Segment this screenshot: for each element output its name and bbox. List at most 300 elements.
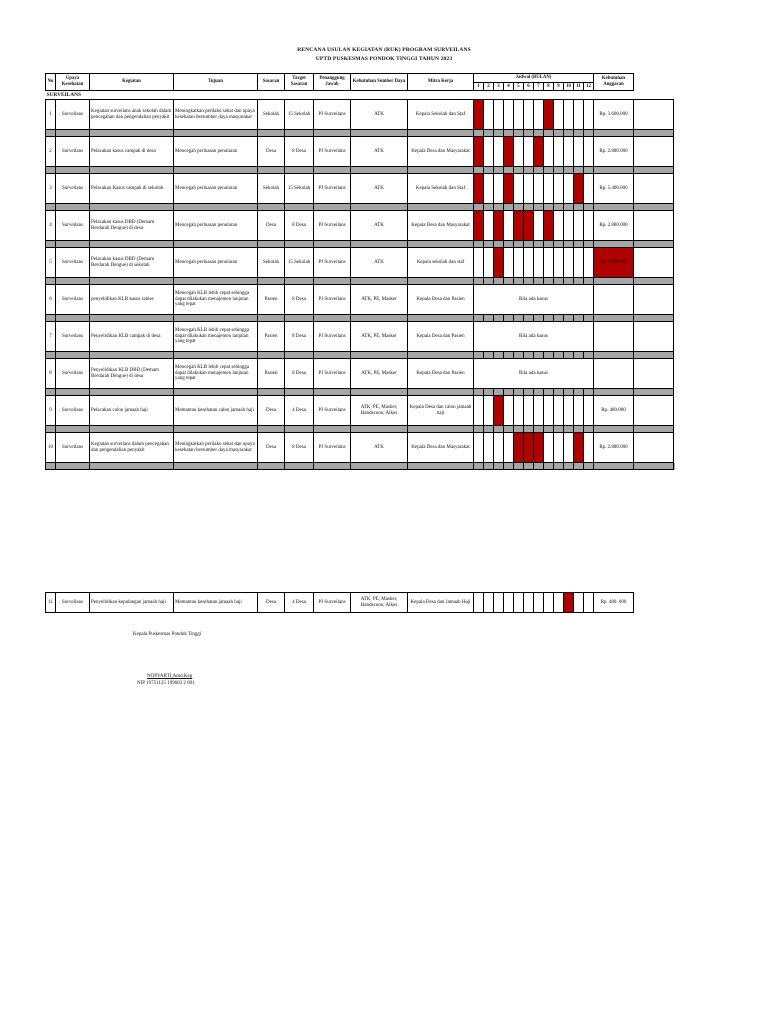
row-mitra-kerja: Kepala sekolah dan staf	[408, 248, 474, 278]
month-cell-1	[474, 593, 484, 613]
separator-cell	[174, 241, 258, 248]
separator-cell	[90, 278, 174, 285]
month-cell-10	[564, 211, 574, 241]
separator-cell	[408, 167, 474, 174]
month-cell-12	[584, 100, 594, 130]
month-header-9: 9	[554, 83, 564, 91]
month-cell-10	[564, 248, 574, 278]
separator-cell	[564, 278, 574, 285]
separator-cell	[484, 241, 494, 248]
month-cell-1	[474, 100, 484, 130]
row-kegiatan: Pelacakan Kasus campak di sekolah	[90, 174, 174, 204]
row-tujuan: Memantau kesehatan jamaah haji	[174, 593, 258, 613]
row-separator	[46, 315, 675, 322]
signature-nip: NIP 19751125 199603 2 001	[137, 681, 195, 686]
month-cell-5	[514, 211, 524, 241]
header-mitra-kerja: Mitra Kerja	[408, 74, 474, 91]
row-sasaran: Desa	[258, 211, 285, 241]
month-cell-2	[484, 211, 494, 241]
month-cell-9	[554, 593, 564, 613]
separator-cell	[524, 352, 534, 359]
row-kebutuhan-sumber-daya: ATK, PE, Masker, Handscoon, Alkes	[351, 396, 408, 426]
separator-cell	[594, 241, 634, 248]
separator-cell	[564, 389, 574, 396]
month-cell-6	[524, 137, 534, 167]
separator-cell	[474, 315, 484, 322]
separator-cell	[584, 130, 594, 137]
separator-cell	[474, 241, 484, 248]
row-kebutuhan-anggaran: Rp. 480.000	[594, 396, 634, 426]
row-no: 6	[46, 285, 56, 315]
month-cell-8	[544, 137, 554, 167]
month-cell-7	[534, 593, 544, 613]
month-cell-8	[544, 433, 554, 463]
row-separator	[46, 352, 675, 359]
month-cell-7	[534, 396, 544, 426]
separator-cell	[90, 463, 174, 470]
row-kebutuhan-sumber-daya: ATK	[351, 248, 408, 278]
separator-cell	[574, 130, 584, 137]
row-kebutuhan-anggaran	[594, 285, 634, 315]
row-target-sasaran: 15 Sekolah	[285, 248, 314, 278]
month-cell-3	[494, 137, 504, 167]
separator-cell	[584, 426, 594, 433]
row-tujuan: Meningkatkan perilaku sehat dan upaya kesehatan bersumber daya masyarakat	[174, 433, 258, 463]
month-cell-5	[514, 248, 524, 278]
row-sasaran: Sekolah	[258, 174, 285, 204]
month-cell-2	[484, 248, 494, 278]
separator-cell	[524, 204, 534, 211]
signature-name: NOPYARTI,Amd.Kep	[147, 674, 193, 679]
separator-cell	[634, 426, 674, 433]
month-cell-12	[584, 248, 594, 278]
separator-cell	[56, 389, 90, 396]
row-empty-cell	[634, 137, 674, 167]
separator-cell	[534, 463, 544, 470]
row-kebutuhan-anggaran: Rp. 3.600.000	[594, 100, 634, 130]
separator-cell	[46, 463, 56, 470]
separator-cell	[174, 352, 258, 359]
separator-cell	[484, 278, 494, 285]
separator-cell	[285, 426, 314, 433]
row-upaya-kesehatan: Surveilans	[56, 593, 90, 613]
separator-cell	[174, 463, 258, 470]
separator-cell	[494, 315, 504, 322]
separator-cell	[594, 352, 634, 359]
separator-cell	[514, 241, 524, 248]
separator-cell	[514, 167, 524, 174]
separator-cell	[258, 426, 285, 433]
separator-cell	[544, 352, 554, 359]
separator-cell	[314, 426, 351, 433]
month-cell-8	[544, 174, 554, 204]
row-kebutuhan-sumber-daya: ATK	[351, 174, 408, 204]
month-header-6: 6	[524, 83, 534, 91]
separator-extension	[674, 352, 675, 359]
month-cell-2	[484, 100, 494, 130]
separator-cell	[544, 204, 554, 211]
separator-cell	[56, 426, 90, 433]
row-separator	[46, 241, 675, 248]
separator-cell	[314, 167, 351, 174]
row-penanggung-jawab: PJ Surveilans	[314, 396, 351, 426]
separator-cell	[258, 352, 285, 359]
row-sasaran: Pasien	[258, 322, 285, 352]
row-tujuan: Mencegah perluasan penularan	[174, 137, 258, 167]
separator-cell	[524, 241, 534, 248]
separator-cell	[544, 463, 554, 470]
separator-cell	[484, 204, 494, 211]
separator-cell	[554, 130, 564, 137]
header-upaya-kesehatan: Upaya Kesehatan	[56, 74, 90, 91]
month-cell-7	[534, 248, 544, 278]
separator-cell	[351, 315, 408, 322]
row-mitra-kerja: Kepala Desa dan Pasien	[408, 359, 474, 389]
header-penanggung-jawab: Penanggung Jawab	[314, 74, 351, 91]
separator-cell	[314, 278, 351, 285]
month-cell-8	[544, 211, 554, 241]
month-cell-6	[524, 248, 534, 278]
separator-cell	[574, 352, 584, 359]
separator-cell	[494, 130, 504, 137]
row-penanggung-jawab: PJ Surveilans	[314, 359, 351, 389]
row-penanggung-jawab: PJ Surveilans	[314, 322, 351, 352]
separator-cell	[504, 167, 514, 174]
separator-cell	[258, 315, 285, 322]
row-no: 4	[46, 211, 56, 241]
separator-cell	[56, 352, 90, 359]
separator-cell	[634, 241, 674, 248]
month-cell-11	[574, 396, 584, 426]
month-header-3: 3	[494, 83, 504, 91]
month-cell-3	[494, 248, 504, 278]
month-cell-5	[514, 100, 524, 130]
row-upaya-kesehatan: Surveilans	[56, 137, 90, 167]
row-target-sasaran: 8 Desa	[285, 433, 314, 463]
table-row	[46, 137, 675, 167]
row-target-sasaran: 4 Desa	[285, 396, 314, 426]
table-row	[46, 211, 675, 241]
row-kegiatan: Penyelidikan kepulangan jamaah haji	[90, 593, 174, 613]
separator-cell	[594, 463, 634, 470]
separator-extension	[674, 389, 675, 396]
month-cell-1	[474, 433, 484, 463]
separator-cell	[564, 204, 574, 211]
row-sasaran: Pasien	[258, 359, 285, 389]
table-row	[46, 593, 634, 613]
month-cell-9	[554, 211, 564, 241]
separator-cell	[314, 352, 351, 359]
month-cell-12	[584, 211, 594, 241]
separator-cell	[351, 204, 408, 211]
separator-cell	[285, 352, 314, 359]
separator-cell	[56, 463, 90, 470]
separator-cell	[46, 352, 56, 359]
month-cell-7	[534, 433, 544, 463]
separator-cell	[408, 130, 474, 137]
separator-cell	[524, 130, 534, 137]
separator-cell	[634, 130, 674, 137]
month-cell-4	[504, 396, 514, 426]
separator-cell	[504, 130, 514, 137]
month-cell-3	[494, 396, 504, 426]
document-title: RENCANA USULAN KEGIATAN (RUK) PROGRAM SURVEILANS	[297, 47, 471, 53]
separator-cell	[524, 315, 534, 322]
separator-cell	[514, 204, 524, 211]
separator-cell	[514, 426, 524, 433]
separator-cell	[484, 167, 494, 174]
row-empty-cell	[634, 100, 674, 130]
separator-cell	[351, 241, 408, 248]
separator-cell	[258, 241, 285, 248]
separator-cell	[56, 315, 90, 322]
row-upaya-kesehatan: Surveilans	[56, 100, 90, 130]
row-jadwal-note: Bila ada kasus	[474, 322, 594, 352]
month-cell-7	[534, 211, 544, 241]
row-penanggung-jawab: PJ Surveilans	[314, 137, 351, 167]
row-empty-cell	[634, 359, 674, 389]
month-cell-2	[484, 593, 494, 613]
ruk-table-row-11	[45, 592, 634, 613]
row-kebutuhan-sumber-daya: ATK	[351, 433, 408, 463]
separator-cell	[554, 389, 564, 396]
month-cell-9	[554, 248, 564, 278]
separator-cell	[285, 167, 314, 174]
row-kebutuhan-anggaran: Rp. 2.880.000	[594, 433, 634, 463]
separator-cell	[56, 204, 90, 211]
month-cell-1	[474, 396, 484, 426]
month-cell-4	[504, 248, 514, 278]
month-cell-3	[494, 174, 504, 204]
separator-cell	[554, 167, 564, 174]
separator-cell	[258, 278, 285, 285]
separator-cell	[56, 167, 90, 174]
row-kebutuhan-anggaran: Rp. 5.400.000	[594, 174, 634, 204]
separator-cell	[544, 167, 554, 174]
separator-cell	[351, 463, 408, 470]
row-tujuan: Mencegah KLB lebih cepat sehingga dapat dilakukan menajemen lanjutan yang tepat	[174, 285, 258, 315]
month-cell-5	[514, 593, 524, 613]
table-row	[46, 174, 675, 204]
row-sasaran: Desa	[258, 396, 285, 426]
row-no: 11	[46, 593, 56, 613]
separator-cell	[524, 389, 534, 396]
row-kegiatan: Kegiatan surveilans anak sekolah dalam pencegahan dan pengendalian penyakit	[90, 100, 174, 130]
row-sasaran: Desa	[258, 137, 285, 167]
row-separator	[46, 130, 675, 137]
table-row	[46, 100, 675, 130]
row-tujuan: Meningkatkan perilaku sehat dan upaya kesehatan bersumber daya masyarakat	[174, 100, 258, 130]
separator-cell	[484, 352, 494, 359]
row-upaya-kesehatan: Surveilans	[56, 396, 90, 426]
row-penanggung-jawab: PJ Surveilans	[314, 593, 351, 613]
row-empty-cell	[634, 322, 674, 352]
separator-cell	[408, 426, 474, 433]
month-cell-2	[484, 137, 494, 167]
month-header-1: 1	[474, 83, 484, 91]
separator-cell	[484, 463, 494, 470]
separator-cell	[514, 389, 524, 396]
separator-cell	[504, 278, 514, 285]
separator-cell	[534, 352, 544, 359]
separator-cell	[474, 278, 484, 285]
separator-cell	[504, 315, 514, 322]
separator-extension	[674, 204, 675, 211]
month-cell-9	[554, 100, 564, 130]
header-kegiatan: Kegiatan	[90, 74, 174, 91]
separator-cell	[258, 130, 285, 137]
month-cell-3	[494, 211, 504, 241]
separator-cell	[408, 241, 474, 248]
table-row	[46, 285, 675, 315]
month-cell-5	[514, 433, 524, 463]
month-cell-11	[574, 211, 584, 241]
month-header-12: 12	[584, 83, 594, 91]
row-empty-cell	[634, 285, 674, 315]
row-kegiatan: Pelacakan kasus campak di desa	[90, 137, 174, 167]
separator-cell	[46, 204, 56, 211]
separator-cell	[484, 130, 494, 137]
separator-cell	[314, 315, 351, 322]
separator-cell	[314, 389, 351, 396]
separator-cell	[474, 389, 484, 396]
row-separator	[46, 463, 675, 470]
row-mitra-kerja: Kepala Sekolah dan Staf	[408, 174, 474, 204]
separator-cell	[474, 167, 484, 174]
row-kebutuhan-sumber-daya: ATK, PE, Masker	[351, 359, 408, 389]
separator-extension	[674, 463, 675, 470]
row-empty-cell	[634, 174, 674, 204]
month-cell-4	[504, 174, 514, 204]
row-mitra-kerja: Kepala Desa dan Pasien	[408, 285, 474, 315]
row-kebutuhan-anggaran	[594, 322, 634, 352]
month-cell-11	[574, 433, 584, 463]
month-cell-4	[504, 100, 514, 130]
separator-cell	[554, 352, 564, 359]
separator-cell	[564, 167, 574, 174]
separator-cell	[584, 204, 594, 211]
separator-cell	[408, 204, 474, 211]
signature-role: Kepala Puskesmas Pondok Tinggi	[133, 632, 202, 637]
separator-cell	[56, 130, 90, 137]
row-no: 1	[46, 100, 56, 130]
row-empty-cell	[634, 248, 674, 278]
separator-cell	[484, 315, 494, 322]
separator-cell	[634, 204, 674, 211]
separator-cell	[534, 167, 544, 174]
separator-cell	[574, 204, 584, 211]
month-cell-5	[514, 174, 524, 204]
section-spacer	[90, 91, 674, 100]
month-cell-11	[574, 100, 584, 130]
separator-extension	[674, 315, 675, 322]
separator-cell	[634, 352, 674, 359]
row-upaya-kesehatan: Surveilans	[56, 359, 90, 389]
row-kegiatan: Pelacakan calon jamaah haji	[90, 396, 174, 426]
month-cell-4	[504, 137, 514, 167]
row-kegiatan: Penyelidikan KLB campak di desa	[90, 322, 174, 352]
separator-cell	[408, 463, 474, 470]
separator-cell	[90, 315, 174, 322]
row-upaya-kesehatan: Surveilans	[56, 433, 90, 463]
row-empty-cell	[634, 211, 674, 241]
separator-cell	[351, 167, 408, 174]
separator-cell	[285, 278, 314, 285]
separator-cell	[504, 352, 514, 359]
separator-cell	[90, 389, 174, 396]
separator-cell	[514, 352, 524, 359]
separator-cell	[494, 204, 504, 211]
separator-cell	[534, 241, 544, 248]
row-tujuan: Mencegah perluasan penularan	[174, 248, 258, 278]
separator-cell	[474, 352, 484, 359]
separator-cell	[285, 463, 314, 470]
row-no: 8	[46, 359, 56, 389]
row-penanggung-jawab: PJ Surveilans	[314, 248, 351, 278]
table-row	[46, 433, 675, 463]
row-sasaran: Desa	[258, 593, 285, 613]
row-upaya-kesehatan: Surveilans	[56, 248, 90, 278]
separator-cell	[554, 426, 564, 433]
row-mitra-kerja: Kepala Desa dan Masyarakat	[408, 433, 474, 463]
separator-cell	[554, 241, 564, 248]
separator-cell	[554, 204, 564, 211]
month-cell-11	[574, 137, 584, 167]
row-mitra-kerja: Kepala Desa dan Jamaah Haji	[408, 593, 474, 613]
separator-cell	[544, 389, 554, 396]
separator-cell	[474, 463, 484, 470]
row-no: 5	[46, 248, 56, 278]
row-target-sasaran: 8 Desa	[285, 137, 314, 167]
separator-cell	[504, 463, 514, 470]
row-no: 3	[46, 174, 56, 204]
separator-cell	[534, 278, 544, 285]
month-cell-8	[544, 248, 554, 278]
separator-cell	[484, 389, 494, 396]
header-kebutuhan-anggaran: Kebutuhan Anggaran	[594, 74, 634, 91]
separator-cell	[634, 278, 674, 285]
separator-cell	[574, 463, 584, 470]
separator-cell	[504, 241, 514, 248]
separator-cell	[564, 130, 574, 137]
separator-cell	[174, 389, 258, 396]
separator-cell	[90, 167, 174, 174]
header-jadwal: Jadwal (BULAN)	[474, 74, 594, 83]
separator-cell	[554, 463, 564, 470]
row-kebutuhan-sumber-daya: ATK	[351, 100, 408, 130]
row-penanggung-jawab: PJ Surveilans	[314, 285, 351, 315]
table-row	[46, 396, 675, 426]
row-upaya-kesehatan: Surveilans	[56, 285, 90, 315]
separator-cell	[474, 426, 484, 433]
separator-cell	[408, 315, 474, 322]
month-cell-12	[584, 396, 594, 426]
row-kebutuhan-anggaran: Rp. 2.880.000	[594, 211, 634, 241]
separator-cell	[524, 278, 534, 285]
month-cell-4	[504, 593, 514, 613]
separator-cell	[574, 241, 584, 248]
separator-cell	[56, 241, 90, 248]
separator-cell	[524, 167, 534, 174]
row-kegiatan: penyelidikan KLB kasus rabies	[90, 285, 174, 315]
separator-cell	[504, 426, 514, 433]
separator-cell	[351, 278, 408, 285]
month-cell-10	[564, 100, 574, 130]
separator-cell	[258, 204, 285, 211]
separator-cell	[564, 315, 574, 322]
row-separator	[46, 426, 675, 433]
month-cell-1	[474, 211, 484, 241]
